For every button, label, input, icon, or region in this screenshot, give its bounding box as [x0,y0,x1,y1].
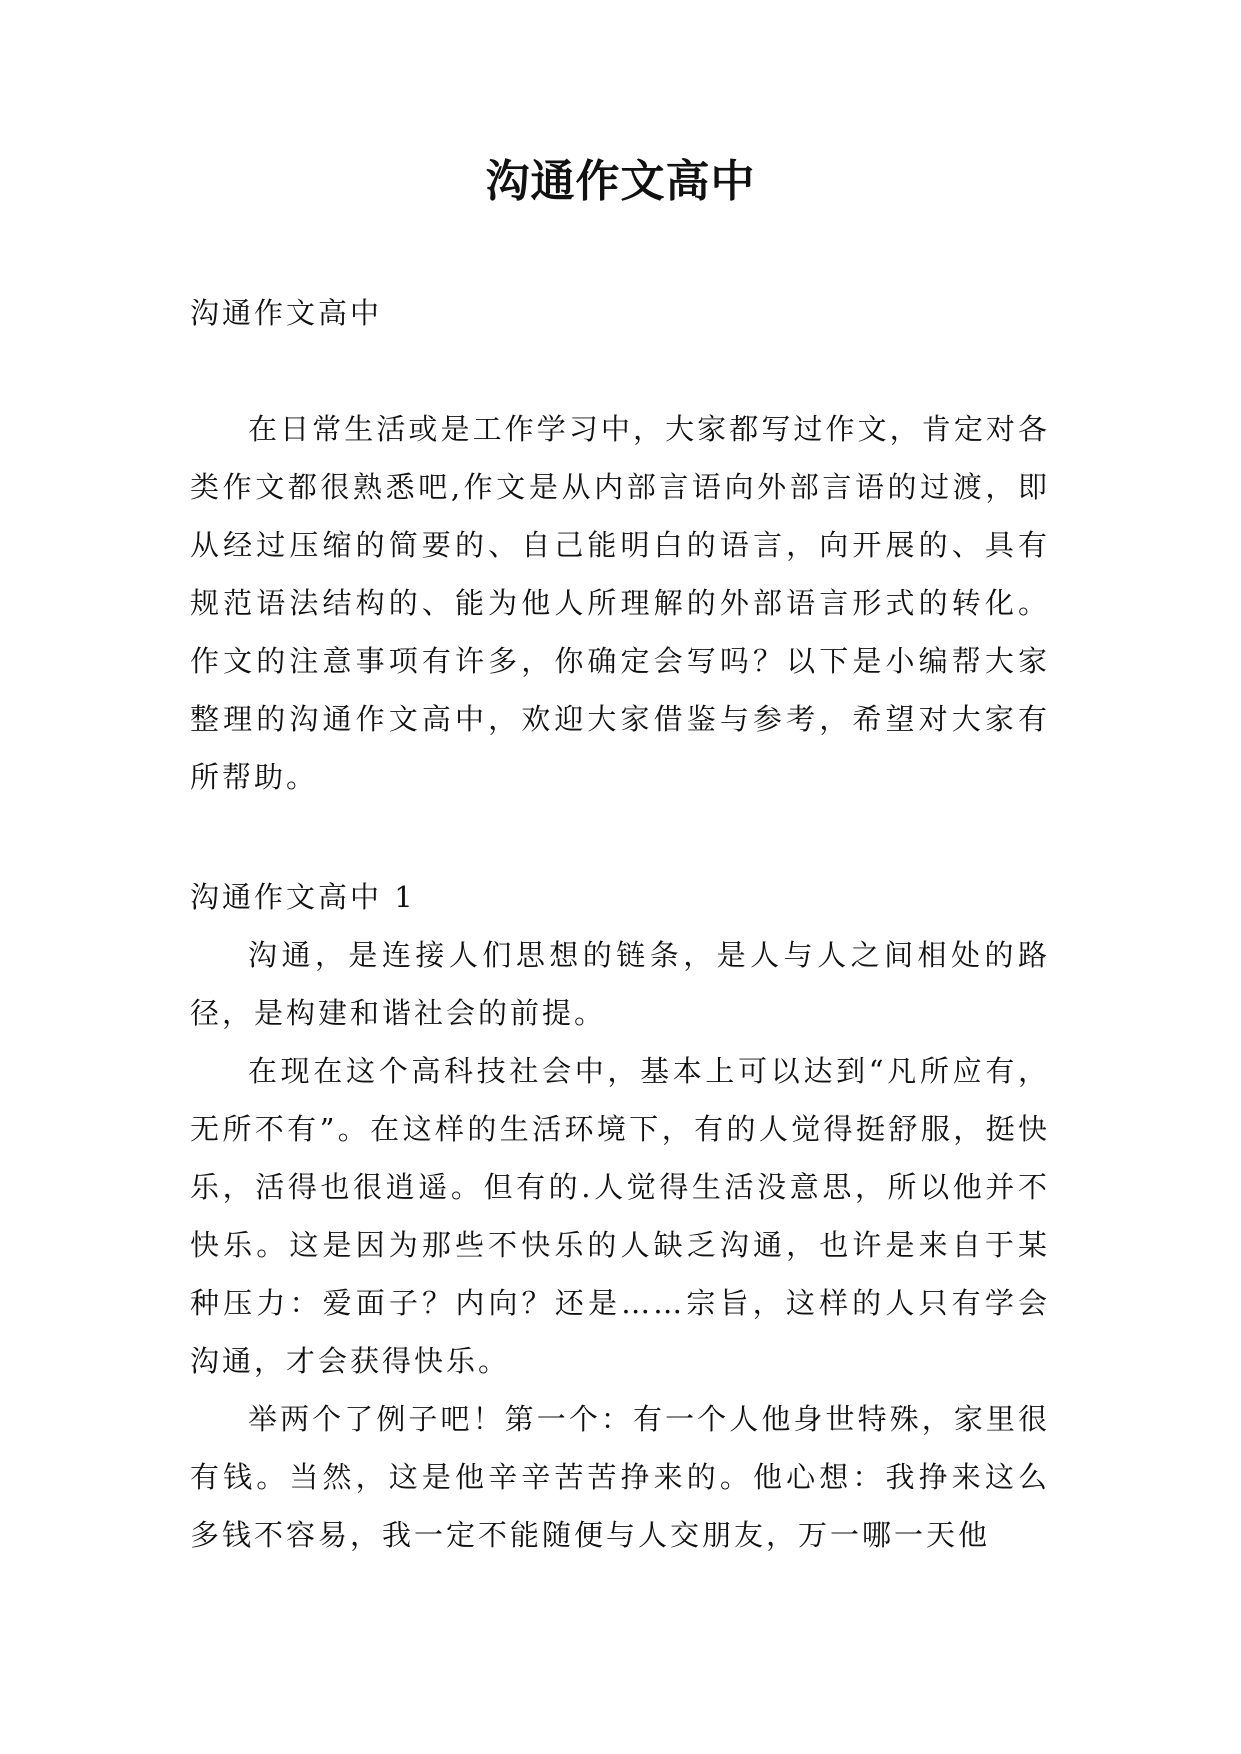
document-title: 沟通作文高中 [485,156,756,207]
section-heading: 沟通作文高中 1 [190,880,416,914]
body-paragraph: 在现在这个高科技社会中，基本上可以达到“凡所应有，无所不有”。在这样的生活环境下，有的人觉得挺舒服，挺快乐，活得也很逍遥。但有的.人觉得生活没意思，所以他并不快乐。这是因为那些不快乐的人缺乏沟通，也许是来自于某种压力：爱面子？内向？还是……宗旨，这样的人只有学会沟通，才会获得快乐。 [190,1054,1050,1378]
section-body [190,926,1050,1564]
body-paragraph: 举两个了例子吧！第一个：有一个人他身世特殊，家里很有钱。当然，这是他辛辛苦苦挣来的。他心想：我挣来这么多钱不容易，我一定不能随便与人交朋友，万一哪一天他 [190,1402,1050,1552]
body-paragraph: 沟通，是连接人们思想的链条，是人与人之间相处的路径，是构建和谐社会的前提。 [190,938,1050,1030]
document-subtitle: 沟通作文高中 [190,296,383,330]
intro-block [190,400,1050,806]
intro-paragraph: 在日常生活或是工作学习中，大家都写过作文，肯定对各类作文都很熟悉吧,作文是从内部言语向外部言语的过渡，即从经过压缩的简要的、自己能明白的语言，向开展的、具有规范语法结构的、能为他人所理解的外部语言形式的转化。作文的注意事项有许多，你确定会写吗？以下是小编帮大家整理的沟通作文高中，欢迎大家借鉴与参考，希望对大家有所帮助。 [190,412,1050,794]
